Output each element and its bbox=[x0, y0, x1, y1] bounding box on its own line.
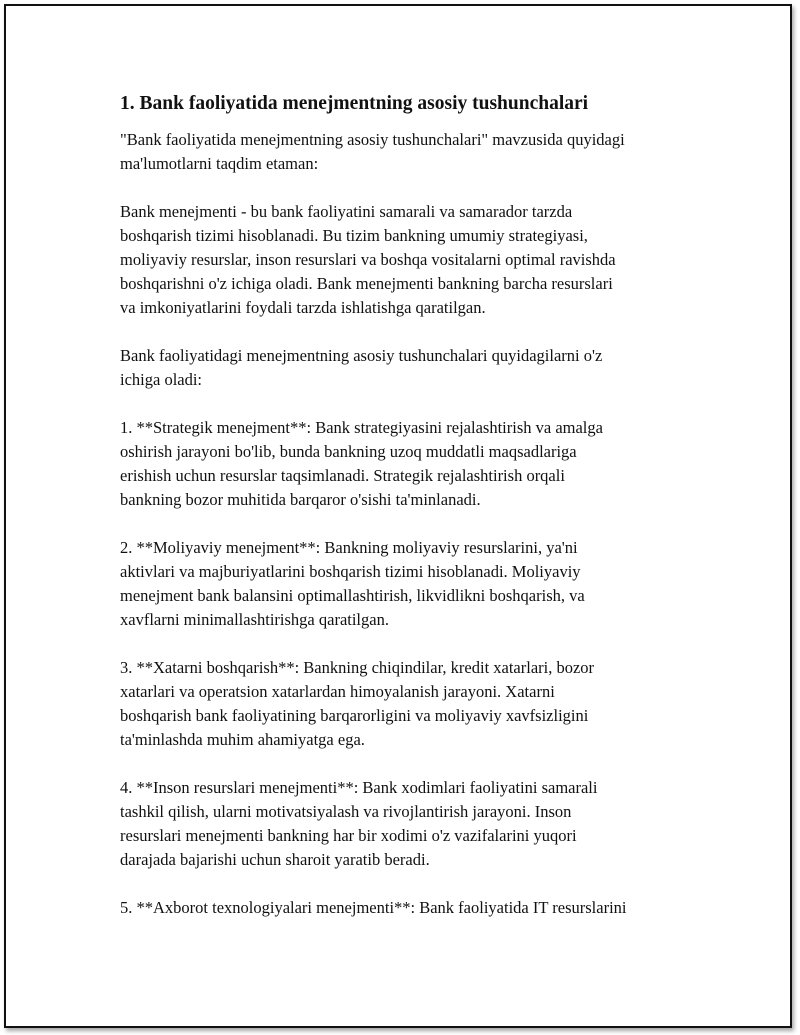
paragraph-line: 1. **Strategik menejment**: Bank strategiyasini rejalashtirish va amalga bbox=[120, 418, 603, 437]
paragraph bbox=[120, 656, 700, 752]
document-title: 1. Bank faoliyatida menejmentning asosiy tushunchalari bbox=[120, 93, 589, 114]
paragraph bbox=[120, 776, 700, 872]
paragraph-line: ma'lumotlarni taqdim etaman: bbox=[120, 154, 319, 173]
paragraph-line: Bank faoliyatidagi menejmentning asosiy tushunchalari quyidagilarni o'z bbox=[120, 346, 603, 365]
paragraph-line: 5. **Axborot texnologiyalari menejmenti**: Bank faoliyatida IT resurslarini bbox=[120, 898, 627, 917]
paragraph-line: erishish uchun resurslar taqsimlanadi. Strategik rejalashtirish orqali bbox=[120, 466, 565, 485]
paragraph-line: 2. **Moliyaviy menejment**: Bankning moliyaviy resurslarini, ya'ni bbox=[120, 538, 578, 557]
paragraph-line: boshqarish tizimi hisoblanadi. Bu tizim bankning umumiy strategiyasi, bbox=[120, 226, 588, 245]
paragraph-line: moliyaviy resurslar, inson resurslari va boshqa vositalarni optimal ravishda bbox=[120, 250, 616, 269]
paragraph-line: "Bank faoliyatida menejmentning asosiy tushunchalari" mavzusida quyidagi bbox=[120, 130, 625, 149]
paragraph bbox=[120, 536, 700, 632]
paragraph bbox=[120, 416, 700, 512]
paragraph-line: xatarlari va operatsion xatarlardan himoyalanish jarayoni. Xatarni bbox=[120, 682, 555, 701]
paragraph-line: Bank menejmenti - bu bank faoliyatini samarali va samarador tarzda bbox=[120, 202, 573, 221]
paragraph bbox=[120, 128, 700, 176]
paragraph bbox=[120, 344, 700, 392]
paragraph-line: ta'minlashda muhim ahamiyatga ega. bbox=[120, 730, 365, 749]
paragraph-line: menejment bank balansini optimallashtirish, likvidlikni boshqarish, va bbox=[120, 586, 585, 605]
paragraph-list bbox=[120, 128, 700, 920]
paragraph bbox=[120, 200, 700, 320]
paragraph-line: oshirish jarayoni bo'lib, bunda bankning uzoq muddatli maqsadlariga bbox=[120, 442, 577, 461]
document-page bbox=[4, 4, 792, 1028]
paragraph-line: 3. **Xatarni boshqarish**: Bankning chiqindilar, kredit xatarlari, bozor bbox=[120, 658, 595, 677]
paragraph-line: boshqarishni o'z ichiga oladi. Bank menejmenti bankning barcha resurslari bbox=[120, 274, 613, 293]
paragraph-line: tashkil qilish, ularni motivatsiyalash va rivojlantirish jarayoni. Inson bbox=[120, 802, 572, 821]
paragraph-line: boshqarish bank faoliyatining barqarorligini va moliyaviy xavfsizligini bbox=[120, 706, 589, 725]
paragraph-line: va imkoniyatlarini foydali tarzda ishlatishga qaratilgan. bbox=[120, 298, 486, 317]
paragraph bbox=[120, 896, 700, 920]
paragraph-line: aktivlari va majburiyatlarini boshqarish tizimi hisoblanadi. Moliyaviy bbox=[120, 562, 581, 581]
document-body bbox=[120, 92, 700, 944]
paragraph-line: 4. **Inson resurslari menejmenti**: Bank xodimlari faoliyatini samarali bbox=[120, 778, 598, 797]
paragraph-line: ichiga oladi: bbox=[120, 370, 203, 389]
paragraph-line: darajada bajarishi uchun sharoit yaratib beradi. bbox=[120, 850, 430, 869]
paragraph-line: xavflarni minimallashtirishga qaratilgan. bbox=[120, 610, 389, 629]
paragraph-line: bankning bozor muhitida barqaror o'sishi ta'minlanadi. bbox=[120, 490, 481, 509]
paragraph-line: resurslari menejmenti bankning har bir xodimi o'z vazifalarini yuqori bbox=[120, 826, 577, 845]
